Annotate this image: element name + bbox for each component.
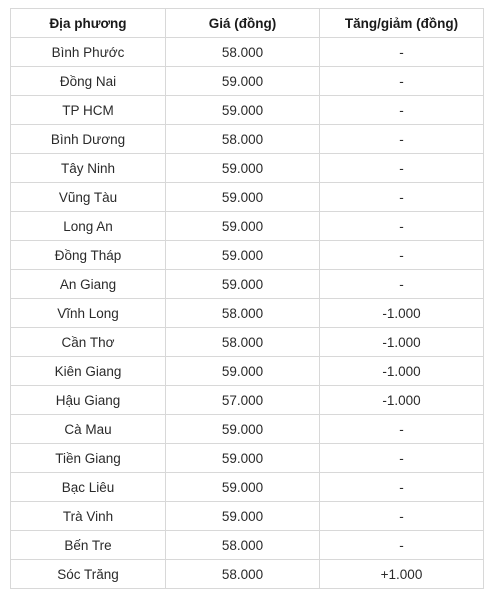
cell-price: 58.000	[166, 560, 320, 589]
cell-change: -	[320, 241, 484, 270]
cell-region: An Giang	[11, 270, 166, 299]
cell-change: -	[320, 531, 484, 560]
cell-price: 58.000	[166, 38, 320, 67]
cell-region: Trà Vinh	[11, 502, 166, 531]
cell-price: 58.000	[166, 531, 320, 560]
cell-price: 59.000	[166, 444, 320, 473]
table-row	[11, 502, 484, 531]
cell-change: -	[320, 212, 484, 241]
table-row	[11, 386, 484, 415]
cell-price: 59.000	[166, 270, 320, 299]
table-row	[11, 531, 484, 560]
table-body	[11, 38, 484, 589]
cell-region: Bình Phước	[11, 38, 166, 67]
cell-region: Kiên Giang	[11, 357, 166, 386]
table-row	[11, 328, 484, 357]
cell-price: 59.000	[166, 212, 320, 241]
table-row	[11, 212, 484, 241]
header-price: Giá (đồng)	[166, 9, 320, 38]
cell-region: Hậu Giang	[11, 386, 166, 415]
price-table	[10, 8, 484, 589]
cell-change: -1.000	[320, 299, 484, 328]
table-row	[11, 560, 484, 589]
cell-change: -1.000	[320, 357, 484, 386]
header-change: Tăng/giảm (đồng)	[320, 9, 484, 38]
cell-region: Long An	[11, 212, 166, 241]
cell-change: -	[320, 270, 484, 299]
cell-region: Vĩnh Long	[11, 299, 166, 328]
cell-change: -	[320, 125, 484, 154]
cell-region: Vũng Tàu	[11, 183, 166, 212]
header-row	[11, 9, 484, 38]
cell-change: +1.000	[320, 560, 484, 589]
cell-price: 59.000	[166, 96, 320, 125]
cell-price: 58.000	[166, 299, 320, 328]
table-row	[11, 241, 484, 270]
cell-price: 57.000	[166, 386, 320, 415]
cell-change: -	[320, 67, 484, 96]
cell-change: -	[320, 415, 484, 444]
cell-region: Đồng Nai	[11, 67, 166, 96]
cell-price: 59.000	[166, 241, 320, 270]
cell-region: TP HCM	[11, 96, 166, 125]
cell-region: Cà Mau	[11, 415, 166, 444]
cell-price: 59.000	[166, 357, 320, 386]
table-row	[11, 183, 484, 212]
cell-price: 59.000	[166, 67, 320, 96]
cell-change: -	[320, 502, 484, 531]
cell-price: 59.000	[166, 154, 320, 183]
cell-change: -	[320, 154, 484, 183]
cell-price: 59.000	[166, 502, 320, 531]
table-row	[11, 444, 484, 473]
table-row	[11, 415, 484, 444]
cell-region: Bến Tre	[11, 531, 166, 560]
cell-price: 58.000	[166, 328, 320, 357]
cell-price: 59.000	[166, 183, 320, 212]
cell-change: -	[320, 473, 484, 502]
cell-region: Cần Thơ	[11, 328, 166, 357]
cell-region: Đồng Tháp	[11, 241, 166, 270]
table-row	[11, 38, 484, 67]
cell-region: Bình Dương	[11, 125, 166, 154]
table-row	[11, 96, 484, 125]
cell-region: Tiền Giang	[11, 444, 166, 473]
cell-change: -	[320, 38, 484, 67]
table-row	[11, 473, 484, 502]
table-row	[11, 299, 484, 328]
table-row	[11, 67, 484, 96]
cell-change: -	[320, 96, 484, 125]
header-region: Địa phương	[11, 9, 166, 38]
cell-region: Bạc Liêu	[11, 473, 166, 502]
cell-change: -1.000	[320, 328, 484, 357]
cell-change: -	[320, 444, 484, 473]
cell-price: 59.000	[166, 415, 320, 444]
table-row	[11, 125, 484, 154]
cell-change: -1.000	[320, 386, 484, 415]
cell-region: Sóc Trăng	[11, 560, 166, 589]
table-header	[11, 9, 484, 38]
table-row	[11, 270, 484, 299]
table-row	[11, 154, 484, 183]
table-row	[11, 357, 484, 386]
cell-change: -	[320, 183, 484, 212]
cell-region: Tây Ninh	[11, 154, 166, 183]
cell-price: 59.000	[166, 473, 320, 502]
cell-price: 58.000	[166, 125, 320, 154]
